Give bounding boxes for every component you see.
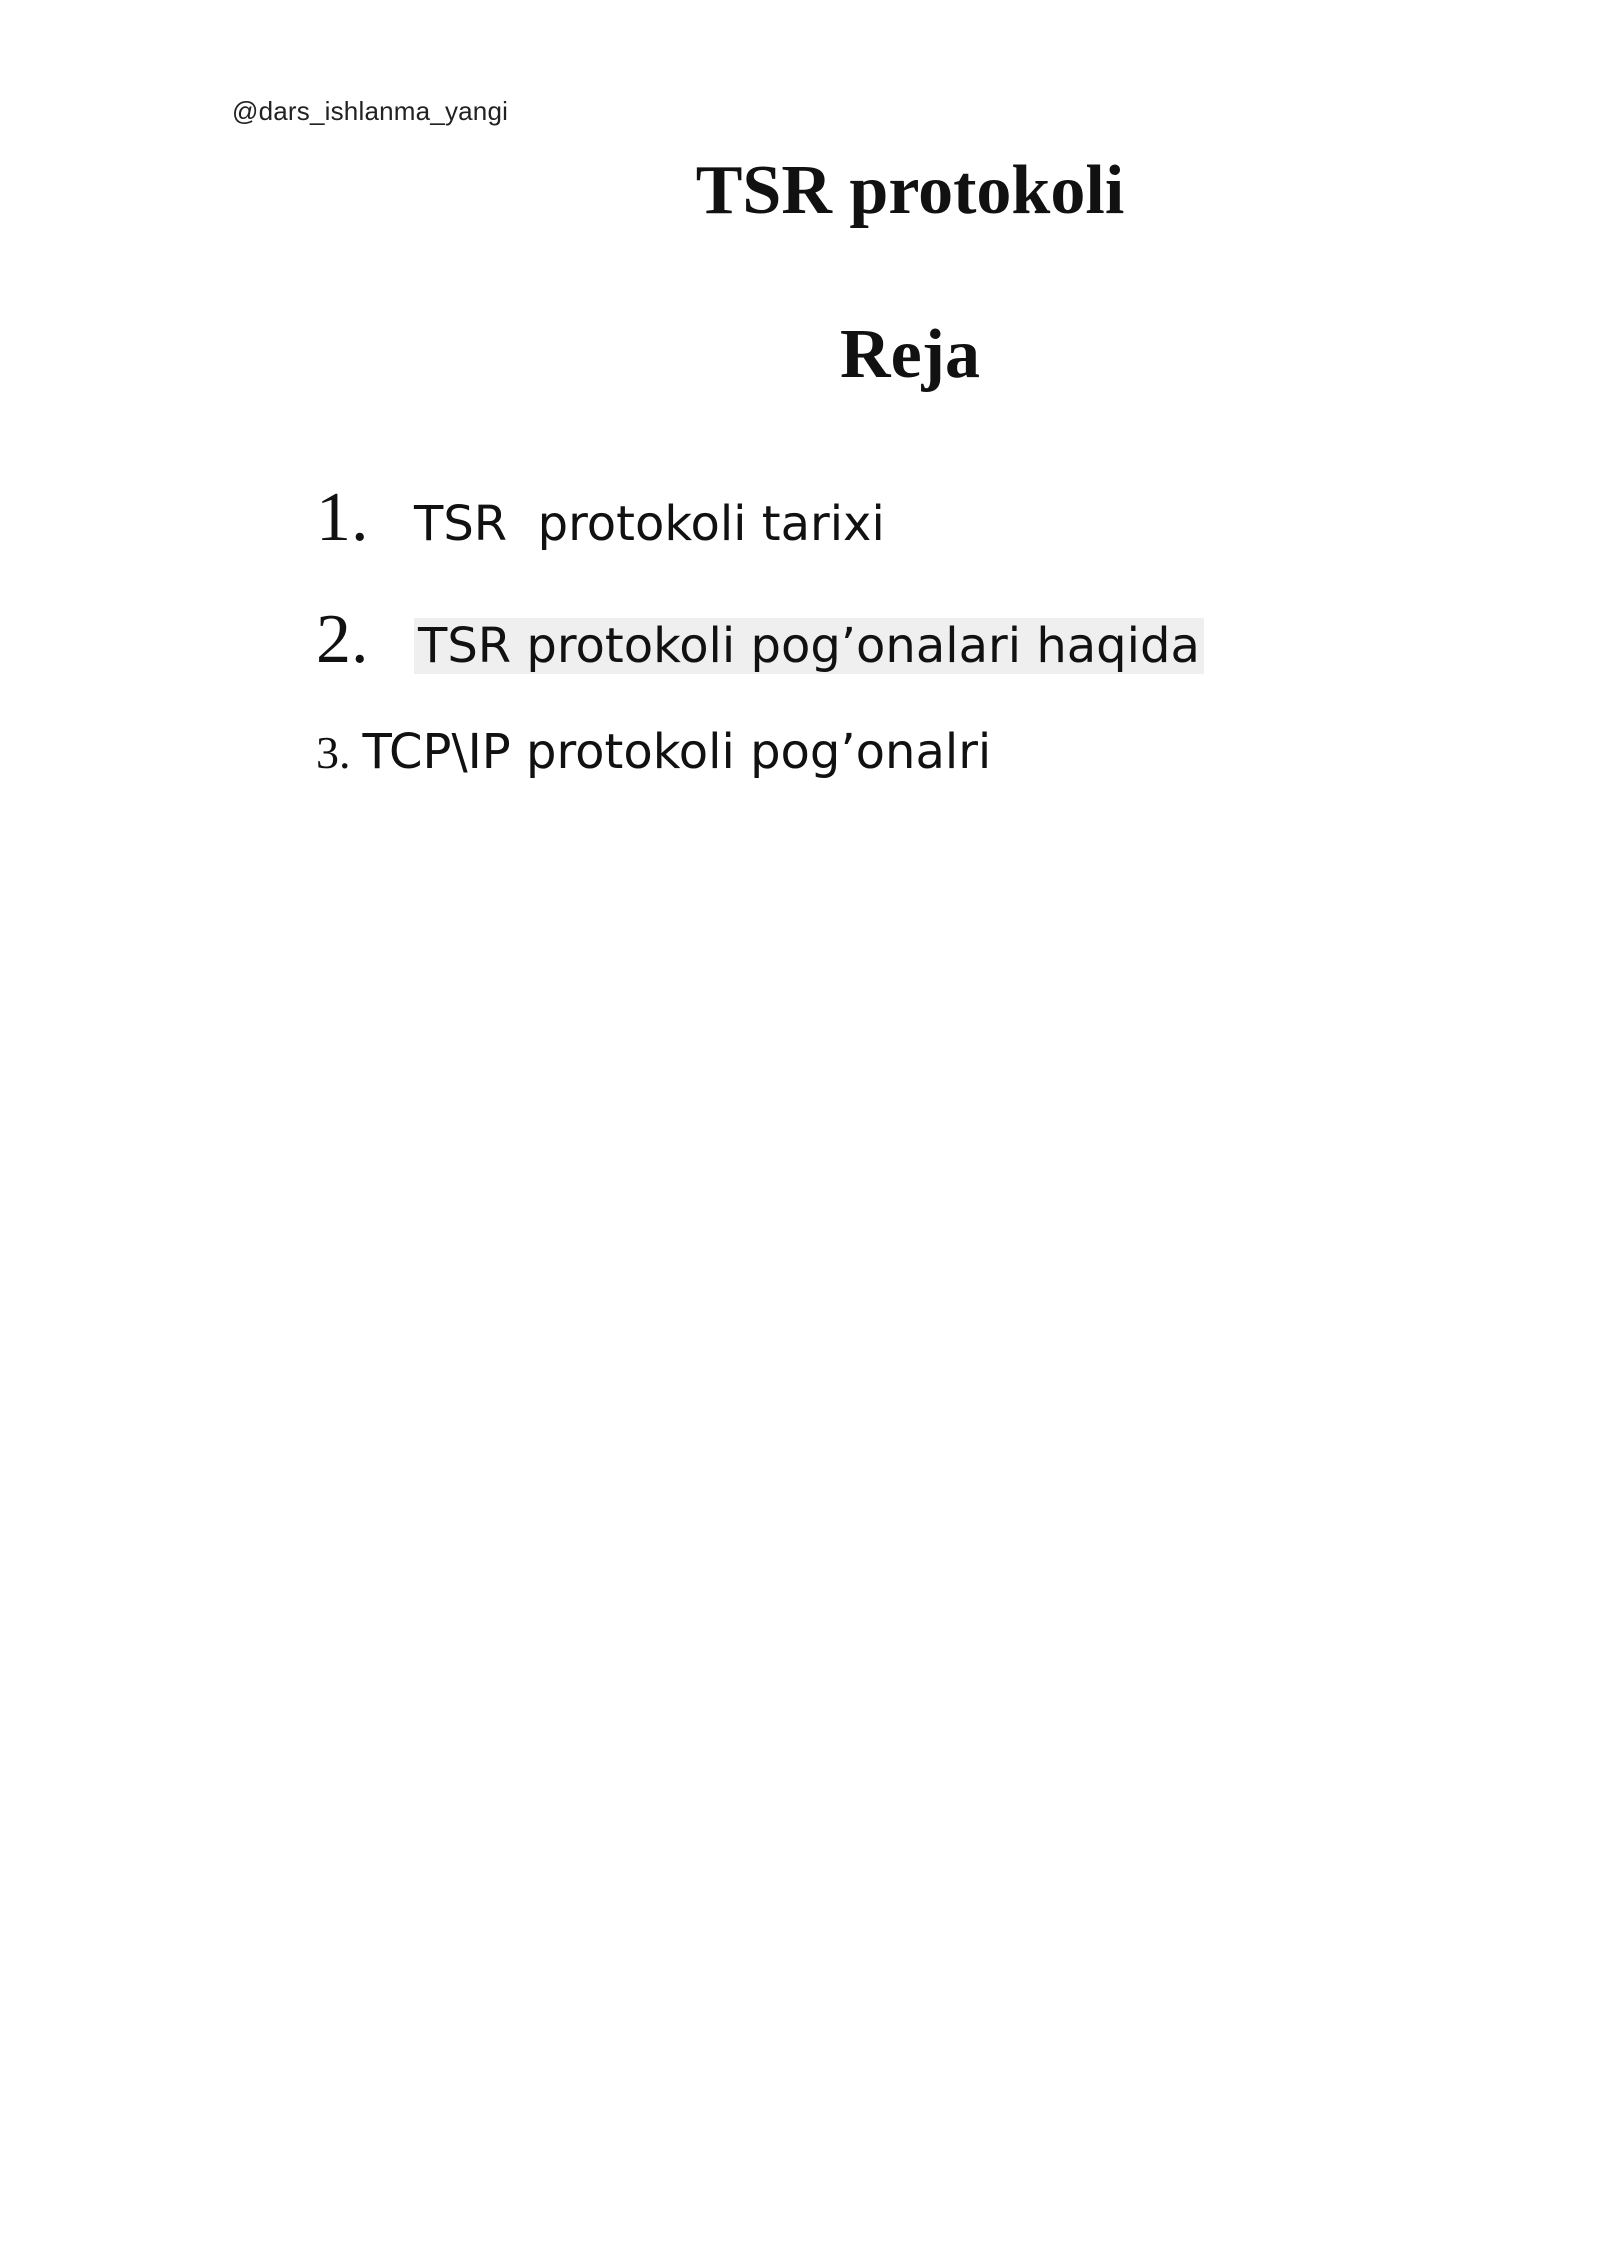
plan-item-number: 2. (316, 601, 369, 678)
document-title: TSR protokoli (695, 152, 1125, 229)
plan-heading: Reja (840, 316, 980, 393)
plan-item-text: TSR protokoli tarixi (414, 496, 885, 552)
plan-item-2 (316, 600, 1204, 680)
plan-item-3 (316, 724, 991, 780)
header-handle: @dars_ishlanma_yangi (232, 96, 509, 126)
plan-item-text: TSR protokoli pog’onalari haqida (414, 618, 1204, 674)
plan-item-number: 3. (316, 727, 351, 778)
plan-item-text: TCP\IP protokoli pog’onalri (362, 724, 992, 780)
plan-item-1 (316, 478, 885, 558)
plan-item-number: 1. (316, 479, 369, 556)
